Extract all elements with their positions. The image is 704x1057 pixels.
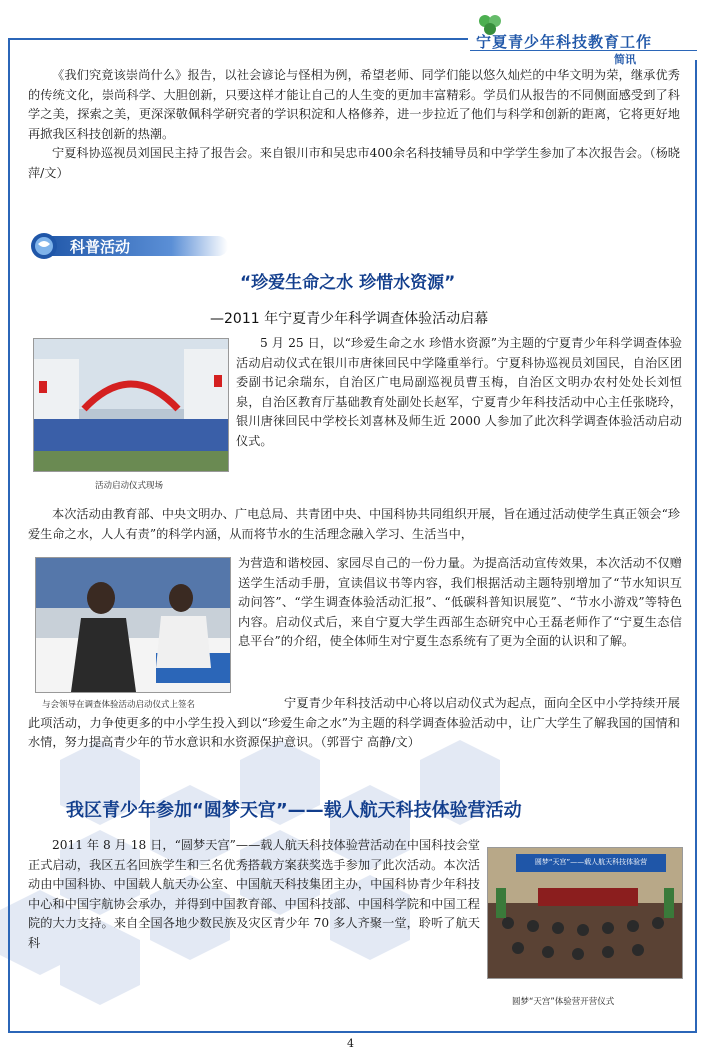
photo-signing <box>35 557 231 693</box>
article1-paragraph-3: 宁夏青少年科技活动中心将以启动仪式为起点，面向全区中小学持续开展此项活动，力争使更多的中小学生投入到以“珍爱生命之水”为主题的科学调查体验活动中，让广大学生了解我国的国情和水情，努力提高青少年的节水意识和水资源保护意识。（郭晋宁 高静/文） <box>28 696 680 749</box>
frame-bottom-line <box>8 1031 697 1033</box>
photo1-caption: 活动启动仪式现场 <box>95 481 164 491</box>
page-number: 4 <box>347 1037 354 1050</box>
article1-paragraph-2a: 本次活动由教育部、中央文明办、广电总局、共青团中央、中国科协共同组织开展，旨在通过活动使学生真正领会“珍爱生命之水，人人有责”的科学内涵，从而将节水的生活理念融入学习、生活当中， <box>28 507 680 541</box>
photo-camp-opening <box>487 847 683 979</box>
intro-paragraph-1: 《我们究竟该崇尚什么》报告，以社会谚论与怪相为例，希望老师、同学们能以悠久灿烂的中华文明为荣，继承优秀的传统文化，崇尚科学、大胆创新，只要这样才能让自己的人生变的更加丰富精彩。学员们从报告的不同侧面感受到了科学之美，探索之美，更深深敬佩科学研究者的学识积淀和人格修养，进一步拉近了他们与科学和创新的距离，它将更好地再掀我区科技创新的热潮。 <box>28 68 680 141</box>
article2-title: 我区青少年参加“圆梦天宫”——载人航天科技体验营活动 <box>66 800 522 821</box>
intro-paragraph-2: 宁夏科协巡视员刘国民主持了报告会。来自银川市和吴忠市400余名科技辅导员和中学学生参加了本次报告会。（杨晓萍/文） <box>28 146 680 180</box>
article1-title: “珍爱生命之水 珍惜水资源” <box>240 273 456 293</box>
header-subtitle: 简讯 <box>614 53 636 66</box>
frame-left-line <box>8 38 10 1033</box>
photo-launch-ceremony <box>33 338 229 472</box>
article2-paragraph-1: 2011 年 8 月 18 日，“圆梦天宫”——载人航天科技体验营活动在中国科技会堂正式启动，我区五名回族学生和三名优秀搭载方案获奖选手参加了此次活动。本次活动由中国科协、中国载人航天办公室、中国航天科技集团主办，中国科协青少年科技中心和中国宇航协会承办，并得到中国教育部、中国科技部、中国科学院和中国工程院的大力支持。来自全国各地少数民族及灾区青少年 70 多人齐聚一堂，聆听了航天科 <box>28 838 480 950</box>
header-title: 宁夏青少年科技教育工作 <box>476 33 653 51</box>
photo3-caption: 圆梦“天宫”体验营开营仪式 <box>512 997 615 1007</box>
article1-paragraph-1: 5 月 25 日，以“珍爱生命之水 珍惜水资源”为主题的宁夏青少年科学调查体验活动启动仪式在银川市唐徕回民中学隆重举行。宁夏科协巡视员刘国民，自治区团委副书记余瑞东，自治区广电局副巡视员曹玉梅，自治区文明办农村处处长刘恒泉，自治区教育厅基础教育处副处长赵军，宁夏青少年科技活动中心主任张晓玲，银川唐徕回民中学校长刘喜林及师生近 2000 人参加了此次科学调查体验活动启动仪式。 <box>236 336 682 448</box>
photo3-banner-text: 圆梦“天宫”——载人航天科技体验营 <box>534 858 648 866</box>
article1-subtitle: —2011 年宁夏青少年科学调查体验活动启幕 <box>210 311 489 327</box>
photo2-caption: 与会领导在调查体验活动启动仪式上签名 <box>42 700 196 710</box>
frame-right-line <box>695 60 697 1033</box>
section-label: 科普活动 <box>70 238 131 256</box>
article1-paragraph-2b: 为营造和谐校园、家园尽自己的一份力量。为提高活动宣传效果，本次活动不仅赠送学生活动手册，宣读倡议书等内容，我们根据活动主题特别增加了“节水知识互动问答”、“学生调查体验活动汇报”、“低碳科普知识展览”、“节水小游戏”等特色内容。启动仪式后，来自宁夏大学生西部生态研究中心王磊老师作了“宁夏生态信息平台”的介绍，使全体师生对宁夏生态系统有了更为全面的认识和了解。 <box>238 556 682 648</box>
frame-top-line <box>8 38 468 40</box>
